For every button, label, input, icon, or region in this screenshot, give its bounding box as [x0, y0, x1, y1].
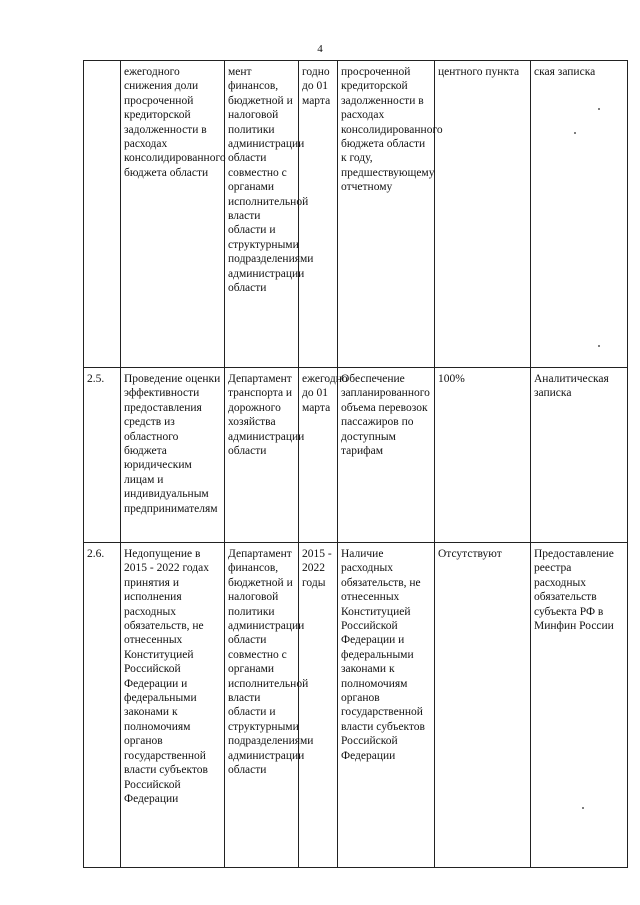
scan-speck [582, 807, 584, 809]
scan-speck [598, 345, 600, 347]
measures-table [83, 60, 628, 868]
executor-cell: Департамент транспорта и дорожного хозяйства администрации области [225, 368, 299, 543]
term-cell: 2015 - 2022 годы [299, 543, 338, 868]
activity-cell: ежегодного снижения доли просроченной кредиторской задолженности в расходах консолидированного бюджета области [121, 61, 225, 368]
scan-speck [598, 108, 600, 110]
term-cell: годно до 01 марта [299, 61, 338, 368]
term-cell: ежегодно до 01 марта [299, 368, 338, 543]
table-row [84, 543, 628, 868]
indicator-cell: 100% [435, 368, 531, 543]
indicator-cell: центного пункта [435, 61, 531, 368]
activity-cell: Проведение оценки эффективности предоставления средств из областного бюджета юридическим лицам и индивидуальным предпринимателям [121, 368, 225, 543]
scan-speck [574, 132, 576, 134]
document-cell: ская записка [531, 61, 628, 368]
result-cell: просроченной кредиторской задолженности в расходах консолидированного бюджета области к году, предшествующему отчетному [338, 61, 435, 368]
row-number: 2.6. [84, 543, 121, 868]
executor-cell: мент финансов, бюджетной и налоговой политики администрации области совместно с органами исполнительной власти области и структурными подразделениями администрации области [225, 61, 299, 368]
activity-cell: Недопущение в 2015 - 2022 годах принятия и исполнения расходных обязательств, не отнесенных Конституцией Российской Федерации и федеральными законами к полномочиям органов государственной власти субъектов Российской Федерации [121, 543, 225, 868]
executor-cell: Департамент финансов, бюджетной и налоговой политики администрации области совместно с органами исполнительной власти области и структурными подразделениями администрации области [225, 543, 299, 868]
table-row [84, 61, 628, 368]
table-row [84, 368, 628, 543]
page-number: 4 [317, 43, 323, 55]
row-number [84, 61, 121, 368]
indicator-cell: Отсутствуют [435, 543, 531, 868]
document-cell: Аналитическая записка [531, 368, 628, 543]
row-number: 2.5. [84, 368, 121, 543]
result-cell: Обеспечение запланированного объема перевозок пассажиров по доступным тарифам [338, 368, 435, 543]
document-cell: Предоставление реестра расходных обязательств субъекта РФ в Минфин России [531, 543, 628, 868]
result-cell: Наличие расходных обязательств, не отнесенных Конституцией Российской Федерации и федеральными законами к полномочиям органов государственной власти субъектов Российской Федерации [338, 543, 435, 868]
